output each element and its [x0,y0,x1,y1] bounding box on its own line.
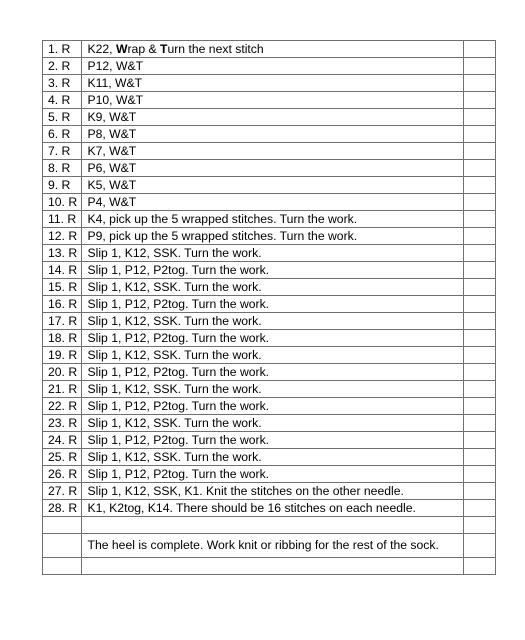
checkbox-cell [463,126,495,143]
row-number-cell: 16. R [43,296,82,313]
checkbox-cell [463,160,495,177]
checkbox-cell [463,398,495,415]
checkbox-cell [463,296,495,313]
instruction-cell: Slip 1, K12, SSK. Turn the work. [81,313,463,330]
table-row [43,415,496,432]
checkbox-cell [463,517,495,534]
row-number-cell: 27. R [43,483,82,500]
row-number-cell: 24. R [43,432,82,449]
table-row [43,109,496,126]
table-row [43,126,496,143]
instruction-text: rap & [127,42,161,56]
instruction-cell: Slip 1, K12, SSK. Turn the work. [81,381,463,398]
instruction-cell [81,558,463,575]
row-number-cell [43,558,82,575]
row-number-cell: 14. R [43,262,82,279]
table-row [43,466,496,483]
checkbox-cell [463,347,495,364]
checkbox-cell [463,75,495,92]
instruction-cell: P9, pick up the 5 wrapped stitches. Turn the work. [81,228,463,245]
row-number-cell [43,517,82,534]
checkbox-cell [463,313,495,330]
instruction-cell: The heel is complete. Work knit or ribbing for the rest of the sock. [81,534,463,558]
table-row [43,381,496,398]
table-row [43,500,496,517]
instruction-cell [81,517,463,534]
instruction-table-body [43,41,496,575]
instruction-cell [81,41,463,58]
checkbox-cell [463,432,495,449]
row-number-cell: 12. R [43,228,82,245]
table-row [43,143,496,160]
instruction-cell: Slip 1, P12, P2tog. Turn the work. [81,398,463,415]
checkbox-cell [463,41,495,58]
row-number-cell: 23. R [43,415,82,432]
checkbox-cell [463,381,495,398]
checkbox-cell [463,558,495,575]
checkbox-cell [463,364,495,381]
row-number-cell: 18. R [43,330,82,347]
table-row [43,483,496,500]
checkbox-cell [463,466,495,483]
instruction-cell: P8, W&T [81,126,463,143]
checkbox-cell [463,415,495,432]
table-row [43,347,496,364]
checkbox-cell [463,143,495,160]
table-row [43,279,496,296]
instruction-cell: Slip 1, P12, P2tog. Turn the work. [81,262,463,279]
table-row [43,330,496,347]
instruction-cell: K1, K2tog, K14. There should be 16 stitches on each needle. [81,500,463,517]
table-row [43,558,496,575]
table-row [43,228,496,245]
instruction-cell: Slip 1, P12, P2tog. Turn the work. [81,330,463,347]
instruction-text: K22, [87,42,116,56]
instruction-cell: Slip 1, P12, P2tog. Turn the work. [81,432,463,449]
row-number-cell: 22. R [43,398,82,415]
table-row [43,517,496,534]
instruction-cell: Slip 1, P12, P2tog. Turn the work. [81,296,463,313]
checkbox-cell [463,449,495,466]
table-row [43,296,496,313]
checkbox-cell [463,500,495,517]
row-number-cell: 10. R [43,194,82,211]
instruction-cell: P10, W&T [81,92,463,109]
checkbox-cell [463,194,495,211]
checkbox-cell [463,92,495,109]
row-number-cell: 15. R [43,279,82,296]
instruction-cell: Slip 1, P12, P2tog. Turn the work. [81,466,463,483]
instruction-cell: Slip 1, K12, SSK, K1. Knit the stitches on the other needle. [81,483,463,500]
table-row [43,211,496,228]
table-row [43,92,496,109]
table-row [43,245,496,262]
row-number-cell: 20. R [43,364,82,381]
checkbox-cell [463,245,495,262]
checkbox-cell [463,534,495,558]
row-number-cell: 5. R [43,109,82,126]
row-number-cell: 6. R [43,126,82,143]
checkbox-cell [463,211,495,228]
row-number-cell: 17. R [43,313,82,330]
table-row [43,313,496,330]
table-row [43,262,496,279]
instruction-cell: P4, W&T [81,194,463,211]
checkbox-cell [463,109,495,126]
row-number-cell: 4. R [43,92,82,109]
instruction-cell: Slip 1, K12, SSK. Turn the work. [81,449,463,466]
instruction-table [42,40,496,575]
row-number-cell: 3. R [43,75,82,92]
row-number-cell: 21. R [43,381,82,398]
instruction-cell: P6, W&T [81,160,463,177]
instruction-cell: K11, W&T [81,75,463,92]
checkbox-cell [463,483,495,500]
table-row [43,41,496,58]
row-number-cell: 8. R [43,160,82,177]
row-number-cell [43,534,82,558]
row-number-cell: 28. R [43,500,82,517]
table-row [43,75,496,92]
row-number-cell: 26. R [43,466,82,483]
table-row [43,364,496,381]
table-row [43,58,496,75]
instruction-cell: K9, W&T [81,109,463,126]
row-number-cell: 2. R [43,58,82,75]
instruction-cell: Slip 1, K12, SSK. Turn the work. [81,279,463,296]
checkbox-cell [463,228,495,245]
table-row [43,160,496,177]
instruction-cell: K5, W&T [81,177,463,194]
bold-initial: T [160,42,168,56]
instruction-cell: Slip 1, K12, SSK. Turn the work. [81,415,463,432]
instruction-cell: Slip 1, K12, SSK. Turn the work. [81,245,463,262]
checkbox-cell [463,279,495,296]
row-number-cell: 1. R [43,41,82,58]
instruction-cell: Slip 1, P12, P2tog. Turn the work. [81,364,463,381]
table-row [43,432,496,449]
row-number-cell: 9. R [43,177,82,194]
table-row [43,534,496,558]
row-number-cell: 7. R [43,143,82,160]
checkbox-cell [463,58,495,75]
row-number-cell: 19. R [43,347,82,364]
checkbox-cell [463,262,495,279]
row-number-cell: 11. R [43,211,82,228]
instruction-cell: Slip 1, K12, SSK. Turn the work. [81,347,463,364]
instruction-cell: K7, W&T [81,143,463,160]
table-row [43,177,496,194]
table-row [43,194,496,211]
row-number-cell: 13. R [43,245,82,262]
instruction-text: urn the next stitch [167,42,264,56]
instruction-cell: K4, pick up the 5 wrapped stitches. Turn the work. [81,211,463,228]
checkbox-cell [463,330,495,347]
table-row [43,398,496,415]
checkbox-cell [463,177,495,194]
instruction-cell: P12, W&T [81,58,463,75]
bold-initial: W [115,42,128,56]
row-number-cell: 25. R [43,449,82,466]
table-row [43,449,496,466]
